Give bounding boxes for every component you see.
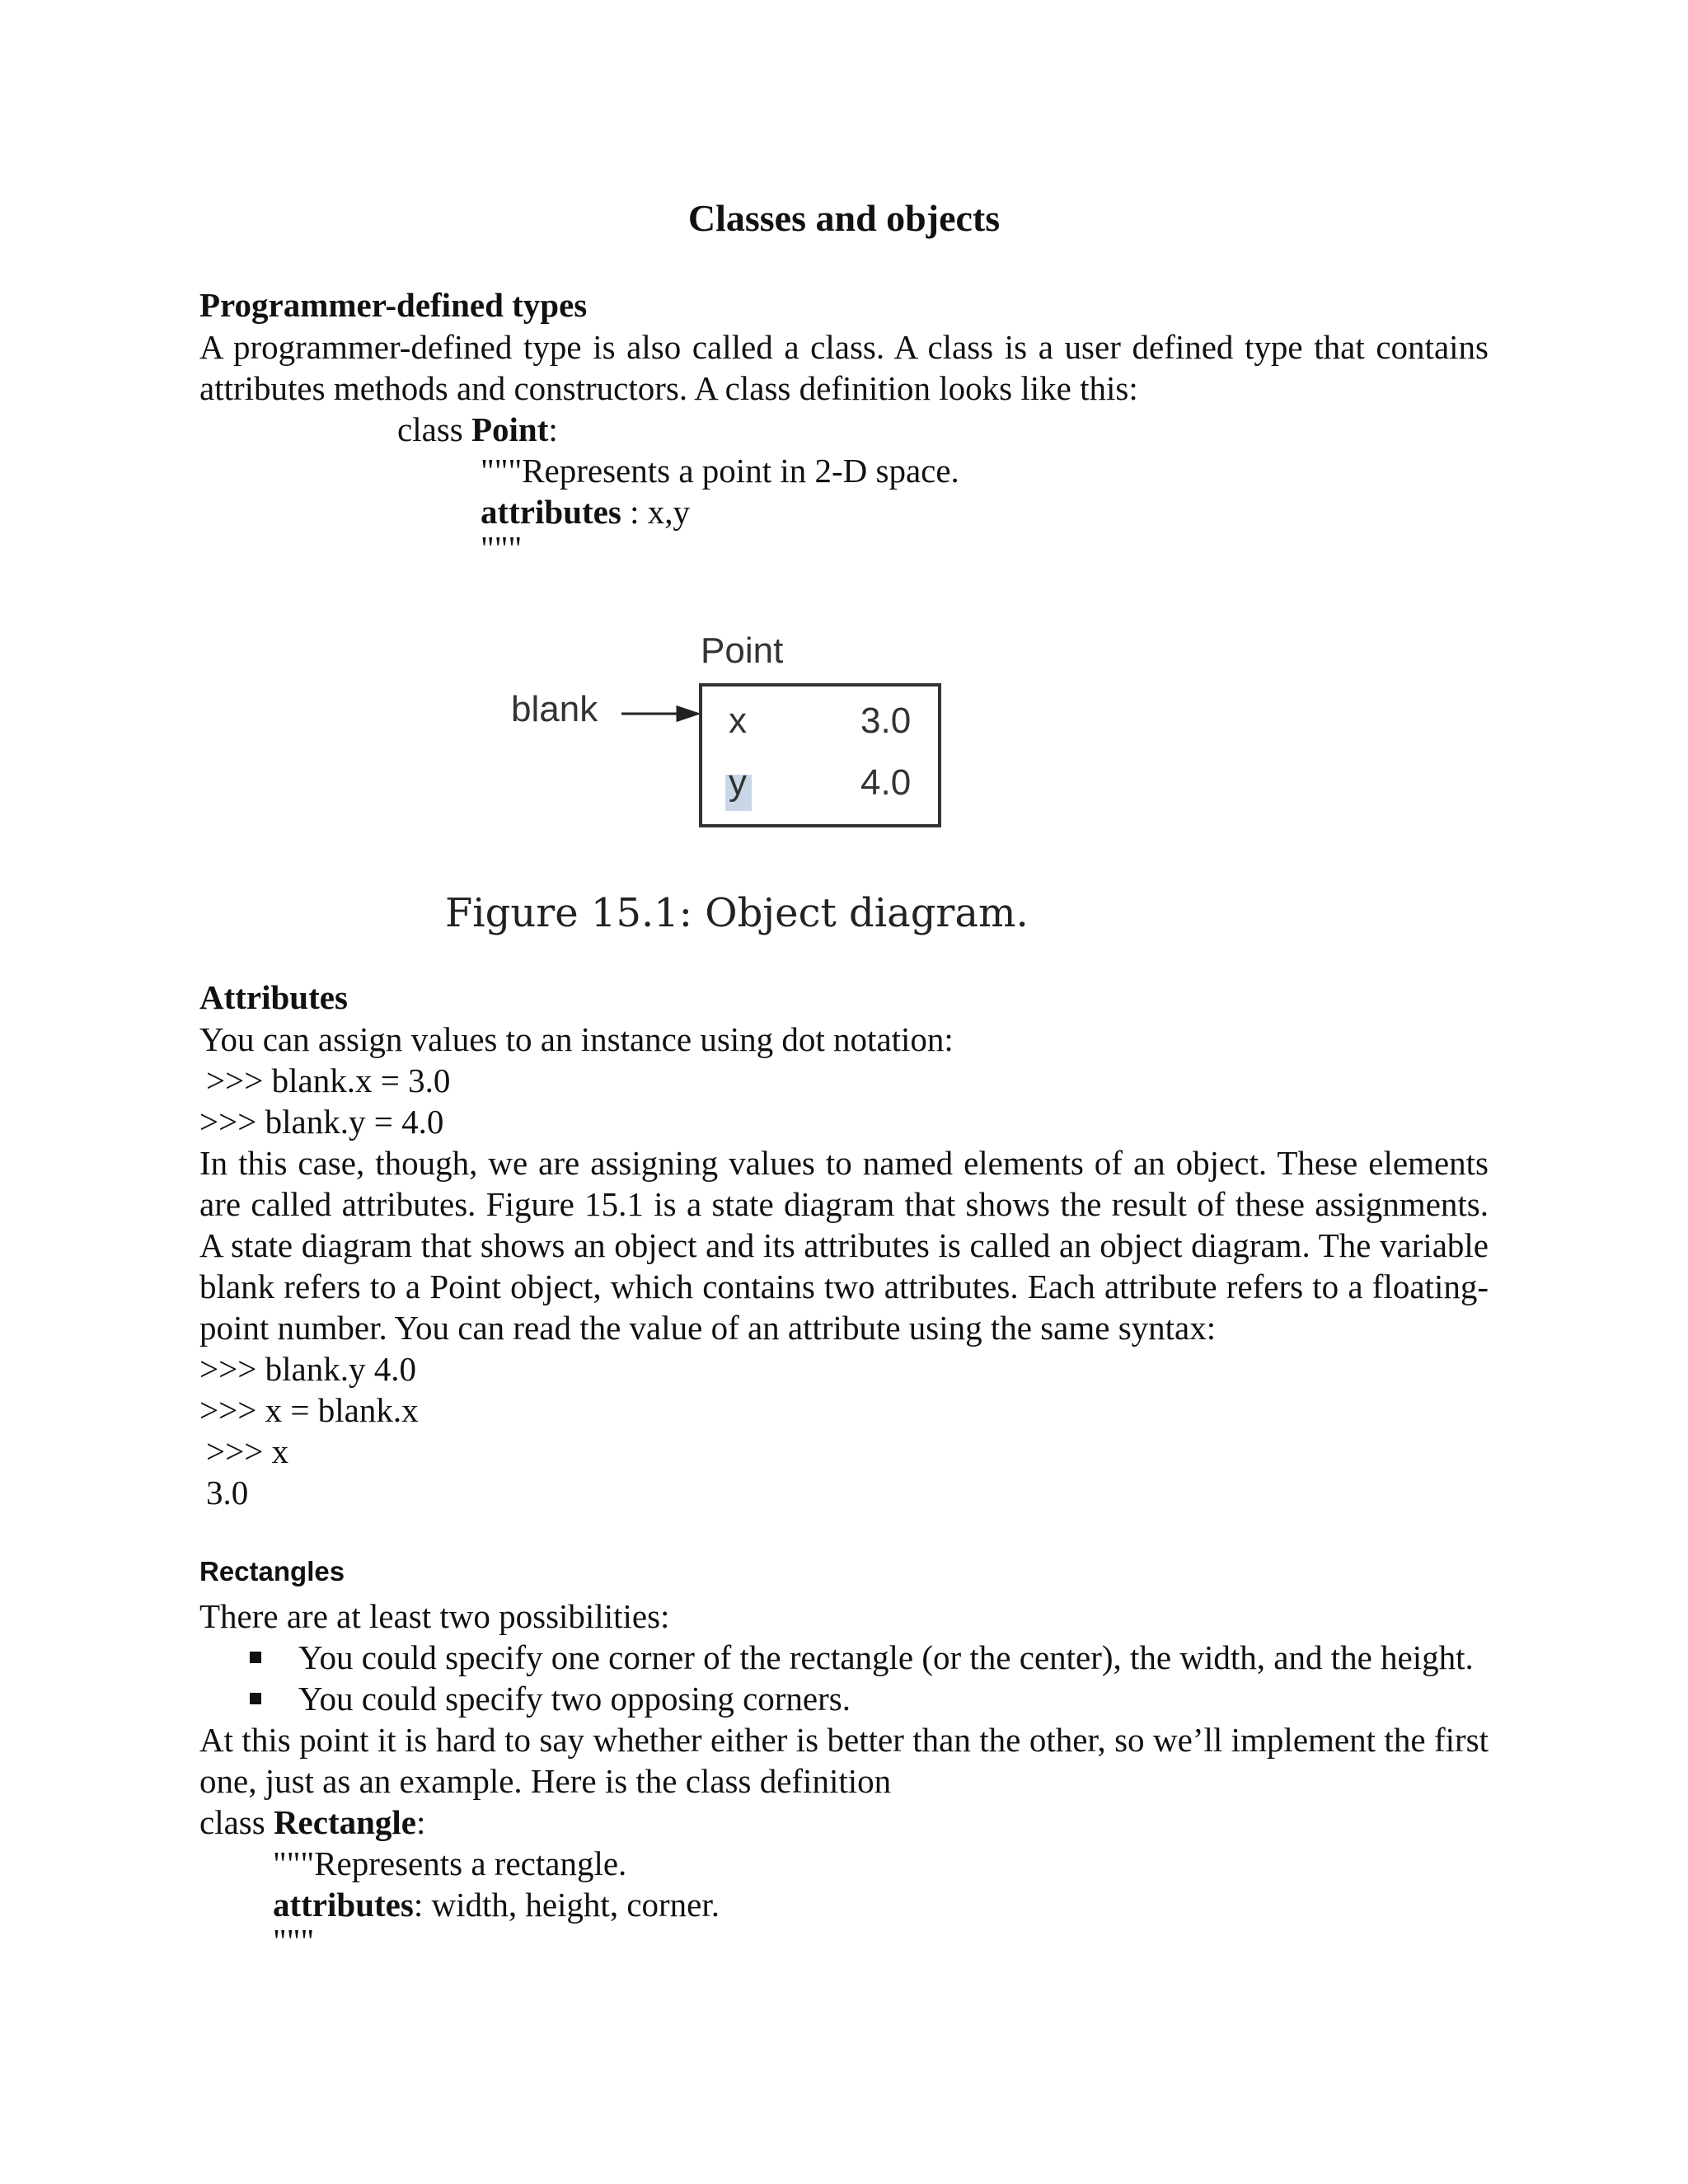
code-line: >>> blank.x = 3.0	[206, 1062, 451, 1099]
code-colon: :	[416, 1803, 426, 1841]
list-item: You could specify one corner of the rectangle (or the center), the width, and the height.	[298, 1638, 1474, 1676]
code-attributes-keyword: attributes	[481, 493, 621, 531]
figure-attr-y: y	[729, 762, 747, 803]
code-keyword: class	[199, 1803, 265, 1841]
code-class-name: Point	[471, 410, 549, 448]
paragraph-line: You can assign values to an instance using dot notation:	[199, 1020, 954, 1058]
code-line: >>> blank.y = 4.0	[199, 1103, 444, 1141]
paragraph-line: A programmer-defined type is also called a class. A class is a user defined type that contains	[199, 328, 1489, 366]
bullet-icon	[250, 1693, 261, 1704]
code-class-definition-rectangle	[199, 1802, 425, 1843]
arrowhead	[678, 707, 697, 720]
code-output: 3.0	[206, 1474, 249, 1511]
figure-caption: Figure 15.1: Object diagram.	[445, 890, 1029, 936]
code-attributes-value: : x,y	[621, 493, 690, 531]
code-line: >>> x	[206, 1432, 289, 1470]
page-title: Classes and objects	[687, 197, 1001, 239]
code-attributes-line	[273, 1884, 720, 1925]
figure-variable-label: blank	[511, 689, 598, 729]
code-docstring: """Represents a rectangle.	[273, 1844, 627, 1882]
section-heading-attributes: Attributes	[199, 978, 348, 1016]
code-docstring-end: """	[481, 529, 523, 567]
figure-value-y: 4.0	[860, 762, 912, 803]
figure-attr-x: x	[729, 701, 747, 741]
paragraph-attributes: In this case, though, we are assigning values to named elements of an object. These elements are called attributes. Figure 15.1 is a state diagram that shows the result of these assignments. A state diagram that shows an object and its attributes is called an object diagram. The variable blank refers to a Point object, which contains two attributes. Each attribute refers to a floating-point number. You can read the value of an attribute using the same syntax:	[199, 1144, 1489, 1347]
paragraph-line: attributes methods and constructors. A class definition looks like this:	[199, 369, 1138, 407]
paragraph-line: There are at least two possibilities:	[199, 1597, 670, 1635]
code-keyword: class	[397, 410, 463, 448]
code-colon: :	[548, 410, 558, 448]
code-attributes-keyword: attributes	[273, 1886, 414, 1924]
section-heading-rectangles: Rectangles	[199, 1556, 345, 1586]
code-line: >>> blank.y 4.0	[199, 1350, 416, 1388]
paragraph-rectangles: At this point it is hard to say whether either is better than the other, so we’ll implement the first one, just as an example. Here is the class definition	[199, 1721, 1489, 1800]
code-line: >>> x = blank.x	[199, 1391, 419, 1429]
section-heading-programmer-defined-types: Programmer-defined types	[199, 286, 588, 324]
list-item: You could specify two opposing corners.	[298, 1680, 851, 1718]
figure-class-label: Point	[701, 630, 784, 671]
code-attributes-value: : width, height, corner.	[413, 1886, 720, 1924]
code-class-name: Rectangle	[273, 1803, 417, 1841]
code-docstring-end: """	[273, 1922, 315, 1960]
code-docstring: """Represents a point in 2-D space.	[481, 452, 959, 490]
figure-value-x: 3.0	[860, 701, 912, 741]
bullet-icon	[250, 1652, 261, 1663]
